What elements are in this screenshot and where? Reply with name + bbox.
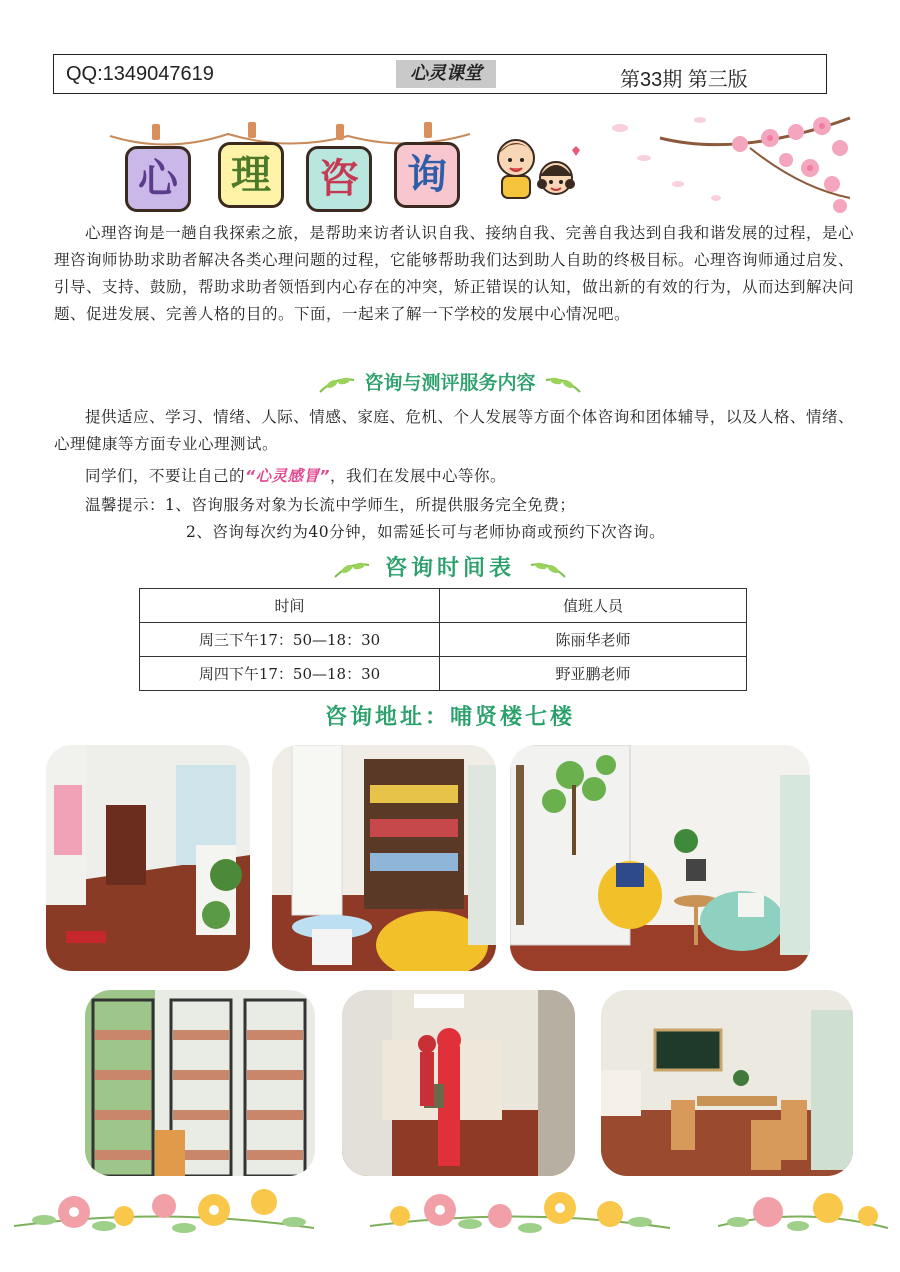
leaf-icon [527, 559, 567, 579]
leaf-icon [318, 374, 358, 394]
header-bar [53, 54, 827, 94]
masthead-title: 心灵课堂 [396, 60, 496, 88]
column-header: 时间 [140, 589, 440, 623]
tip-line-1: 温馨提示：1、咨询服务对象为长流中学师生，所提供服务完全免费； [85, 496, 576, 514]
invite-text-after: ，我们在发展中心等你。 [329, 467, 506, 485]
issue-label: 第33期 第三版 [620, 69, 748, 91]
title-tile: 理 [218, 142, 284, 208]
title-tile: 询 [394, 142, 460, 208]
clothespin-icon [248, 122, 256, 138]
table-cell: 陈丽华老师 [440, 623, 747, 657]
invite-line [85, 464, 506, 486]
schedule-heading-text: 咨询时间表 [384, 556, 515, 581]
title-tile: 心 [125, 146, 191, 212]
clothespin-icon [152, 124, 160, 140]
sandplay-shelves-photo [85, 990, 315, 1176]
flower-border-icon [14, 1166, 314, 1238]
bookshelf-room-photo [272, 745, 496, 971]
table-cell: 周四下午17：50—18：30 [140, 657, 440, 691]
qq-number: QQ:1349047619 [66, 63, 214, 85]
clothespin-icon [336, 124, 344, 140]
tip-line-2: 2、咨询每次约为40分钟，如需延长可与老师协商或预约下次咨询。 [186, 523, 666, 541]
table-row [140, 623, 747, 657]
reading-corner-photo [510, 745, 810, 971]
invite-text-before: 同学们，不要让自己的 [85, 467, 246, 485]
group-room-photo [601, 990, 853, 1176]
address-heading: 咨询地址：哺贤楼七楼 [324, 705, 575, 730]
title-tile: 咨 [306, 146, 372, 212]
services-paragraph: 提供适应、学习、情绪、人际、情感、家庭、危机、个人发展等方面个体咨询和团体辅导，以及人格、情绪、心理健康等方面专业心理测试。 [54, 408, 854, 453]
column-header: 值班人员 [440, 589, 747, 623]
title-banner [100, 118, 480, 218]
peach-blossom-icon [600, 98, 852, 222]
services-heading-text: 咨询与测评服务内容 [364, 372, 536, 394]
intro-paragraph: 心理咨询是一趟自我探索之旅，是帮助来访者认识自我、接纳自我、完善自我达到自我和谐发展的过程，是心理咨询师协助求助者解决各类心理问题的过程，它能够帮助我们达到助人自助的终极目标。心理咨询师通过启发、引导、支持、鼓励，帮助求助者领悟到内心存在的冲突，矫正错误的认知，做出新的有效的行为，从而达到解决问题、促进发展、完善人格的目的。下面，一起来了解一下学校的发展中心情况吧。 [54, 224, 855, 323]
schedule-table [139, 588, 747, 691]
table-cell: 周三下午17：50—18：30 [140, 623, 440, 657]
schedule-heading [0, 551, 900, 582]
flower-border-icon [370, 1166, 670, 1238]
services-heading [0, 368, 900, 395]
table-header-row [140, 589, 747, 623]
cartoon-children-icon [484, 128, 584, 208]
leaf-icon [542, 374, 582, 394]
leaf-icon [333, 559, 373, 579]
flower-border-icon [718, 1166, 888, 1238]
corridor-photo [46, 745, 250, 971]
table-row [140, 657, 747, 691]
invite-highlight: “心灵感冒” [245, 467, 330, 485]
venting-room-photo [342, 990, 575, 1176]
clothespin-icon [424, 122, 432, 138]
table-cell: 野亚鹏老师 [440, 657, 747, 691]
